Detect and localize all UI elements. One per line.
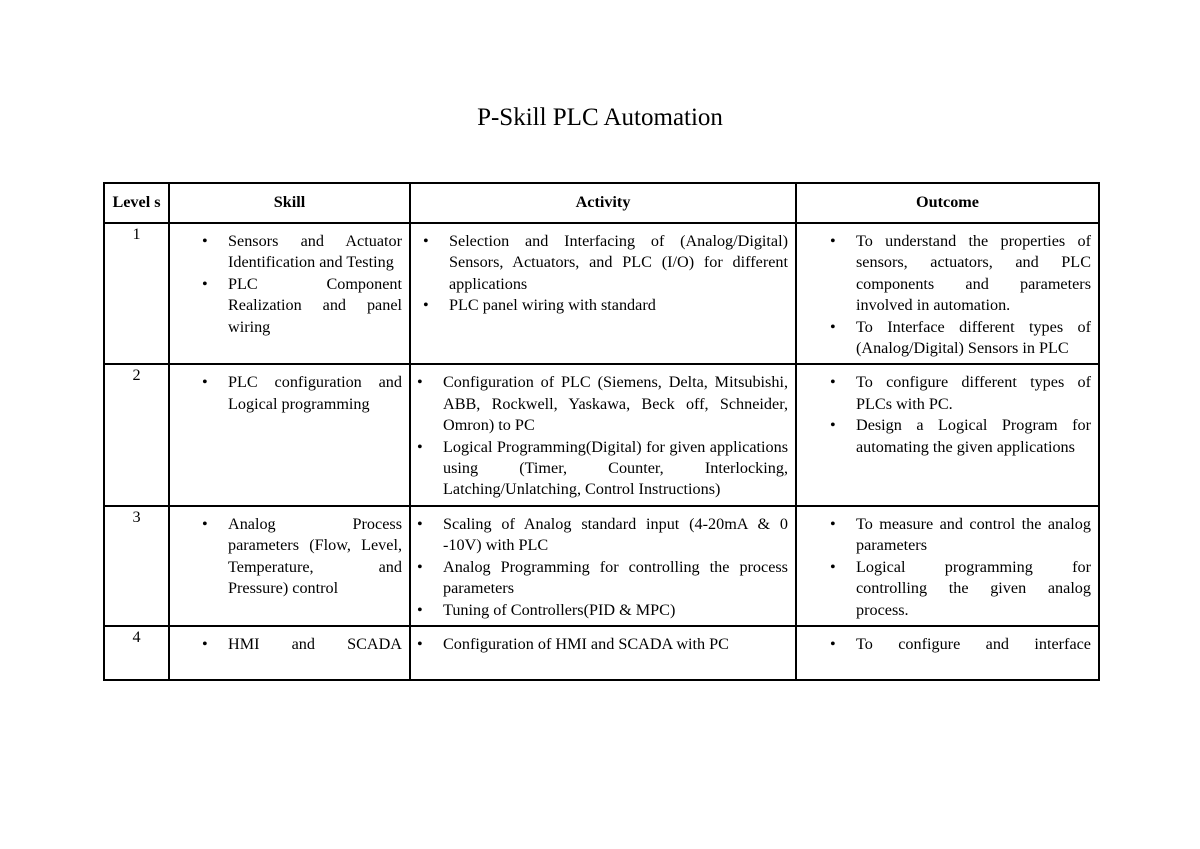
skill-item: • Sensors and Actuator Identification and Testing: [228, 231, 402, 274]
outcome-item: • To configure and interface: [856, 634, 1091, 655]
skill-cell: [169, 223, 410, 364]
activity-cell: [410, 506, 796, 626]
activity-item: • Selection and Interfacing of (Analog/Digital) Sensors, Actuators, and PLC (I/O) for different applications: [449, 231, 788, 295]
header-skill: Skill: [169, 183, 410, 223]
table-row: [104, 223, 1099, 364]
level-cell: 4: [104, 626, 169, 680]
skill-cell: [169, 506, 410, 626]
level-cell: 1: [104, 223, 169, 364]
level-cell: 2: [104, 364, 169, 505]
skill-item: • PLC configuration and Logical programming: [228, 372, 402, 415]
activity-cell: [410, 364, 796, 505]
outcome-cell: [796, 626, 1099, 680]
activity-cell: [410, 626, 796, 680]
outcome-item: • Design a Logical Program for automating the given applications: [856, 415, 1091, 458]
activity-item: • Analog Programming for controlling the process parameters: [443, 557, 788, 600]
header-activity: Activity: [410, 183, 796, 223]
activity-item: • Logical Programming(Digital) for given applications using (Timer, Counter, Interlocking, Latching/Unlatching, Control Instructions): [443, 437, 788, 501]
outcome-item: • To measure and control the analog parameters: [856, 514, 1091, 557]
activity-cell: [410, 223, 796, 364]
table-row: [104, 506, 1099, 626]
outcome-item: • To Interface different types of (Analog/Digital) Sensors in PLC: [856, 317, 1091, 360]
level-cell: 3: [104, 506, 169, 626]
outcome-item: • To configure different types of PLCs with PC.: [856, 372, 1091, 415]
activity-item: • PLC panel wiring with standard: [449, 295, 788, 316]
skill-table: [103, 182, 1100, 681]
table-header-row: [104, 183, 1099, 223]
page-title: P-Skill PLC Automation: [477, 104, 723, 131]
activity-item: • Scaling of Analog standard input (4-20mA & 0 -10V) with PLC: [443, 514, 788, 557]
table-row: [104, 364, 1099, 505]
outcome-cell: [796, 506, 1099, 626]
activity-item: • Configuration of PLC (Siemens, Delta, Mitsubishi, ABB, Rockwell, Yaskawa, Beck off, Schneider, Omron) to PC: [443, 372, 788, 436]
skill-item: • PLC Component Realization and panel wiring: [228, 274, 402, 338]
skill-item: • Analog Process parameters (Flow, Level, Temperature, and Pressure) control: [228, 514, 402, 600]
outcome-item: • To understand the properties of sensors, actuators, and PLC components and parameters involved in automation.: [856, 231, 1091, 317]
skill-cell: [169, 626, 410, 680]
activity-item: • Tuning of Controllers(PID & MPC): [443, 600, 788, 621]
activity-item: • Configuration of HMI and SCADA with PC: [443, 634, 788, 655]
table-row: [104, 626, 1099, 680]
header-levels: Level s: [104, 183, 169, 223]
outcome-item: • Logical programming for controlling the given analog process.: [856, 557, 1091, 621]
header-outcome: Outcome: [796, 183, 1099, 223]
skill-item: • HMI and SCADA: [228, 634, 402, 655]
outcome-cell: [796, 364, 1099, 505]
skill-cell: [169, 364, 410, 505]
outcome-cell: [796, 223, 1099, 364]
